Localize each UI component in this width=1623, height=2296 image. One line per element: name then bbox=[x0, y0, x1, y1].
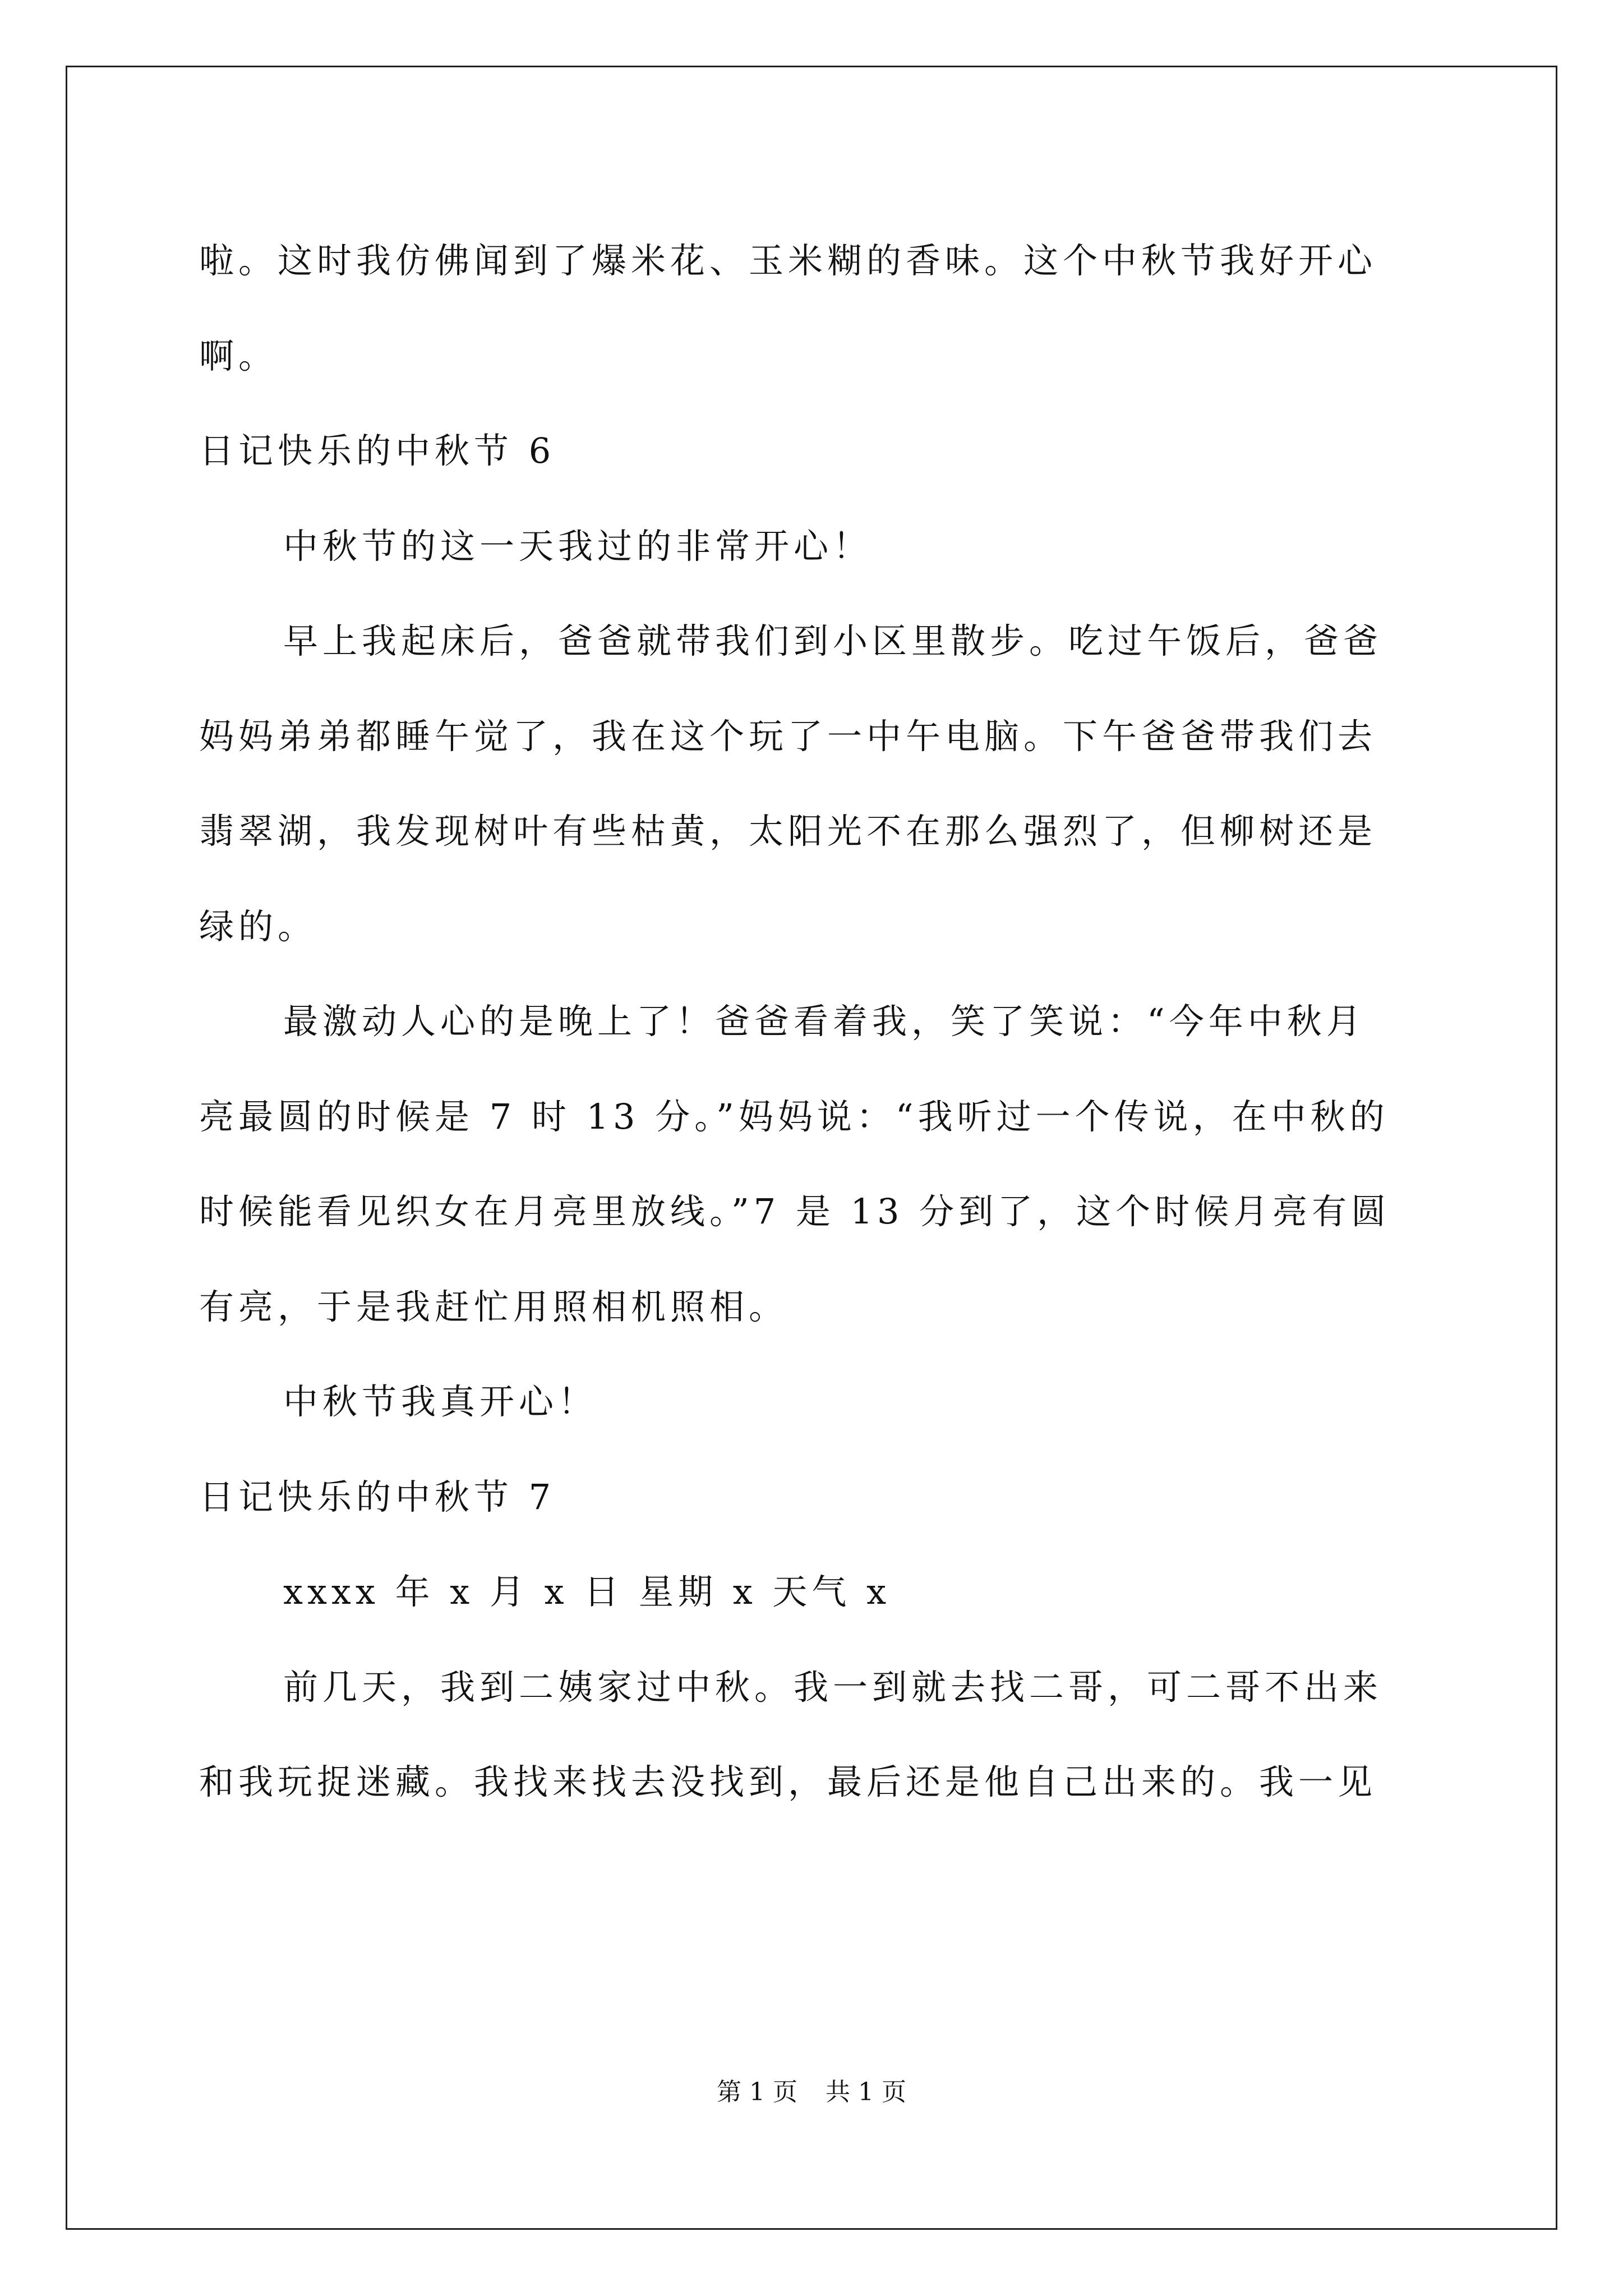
date-line: xxxx 年 x 月 x 日 星期 x 天气 x bbox=[283, 1571, 891, 1612]
paragraph-line: 前几天，我到二姨家过中秋。我一到就去找二哥，可二哥不出来 bbox=[283, 1666, 1383, 1708]
paragraph-line: 绿的。 bbox=[199, 905, 317, 947]
paragraph-line: 啊。 bbox=[199, 335, 278, 376]
paragraph-line: 中秋节我真开心！ bbox=[283, 1381, 598, 1422]
page-footer bbox=[0, 2076, 1623, 2109]
paragraph-line: 亮最圆的时候是 7 时 13 分。”妈妈说：“我听过一个传说，在中秋的 bbox=[199, 1096, 1389, 1137]
paragraph-line: 和我玩捉迷藏。我找来找去没找到，最后还是他自己出来的。我一见 bbox=[199, 1761, 1377, 1802]
page-total: 共 1 页 bbox=[826, 2078, 906, 2106]
section-heading: 日记快乐的中秋节 7 bbox=[199, 1476, 556, 1517]
paragraph-line: 翡翠湖，我发现树叶有些枯黄，太阳光不在那么强烈了，但柳树还是 bbox=[199, 811, 1377, 852]
section-heading: 日记快乐的中秋节 6 bbox=[199, 430, 556, 471]
paragraph-line: 啦。这时我仿佛闻到了爆米花、玉米糊的香味。这个中秋节我好开心 bbox=[199, 240, 1377, 281]
document-body bbox=[199, 213, 1427, 1830]
paragraph-line: 早上我起床后，爸爸就带我们到小区里散步。吃过午饭后，爸爸 bbox=[283, 620, 1383, 661]
paragraph-line: 时候能看见织女在月亮里放线。”7 是 13 分到了，这个时候月亮有圆 bbox=[199, 1191, 1391, 1232]
paragraph-line: 妈妈弟弟都睡午觉了，我在这个玩了一中午电脑。下午爸爸带我们去 bbox=[199, 715, 1377, 757]
paragraph-line: 中秋节的这一天我过的非常开心！ bbox=[283, 525, 873, 567]
paragraph-line: 有亮，于是我赶忙用照相机照相。 bbox=[199, 1286, 789, 1327]
paragraph-line: 最激动人心的是晚上了！爸爸看着我，笑了笑说：“今年中秋月 bbox=[283, 1001, 1366, 1042]
page-number: 第 1 页 bbox=[717, 2078, 797, 2106]
